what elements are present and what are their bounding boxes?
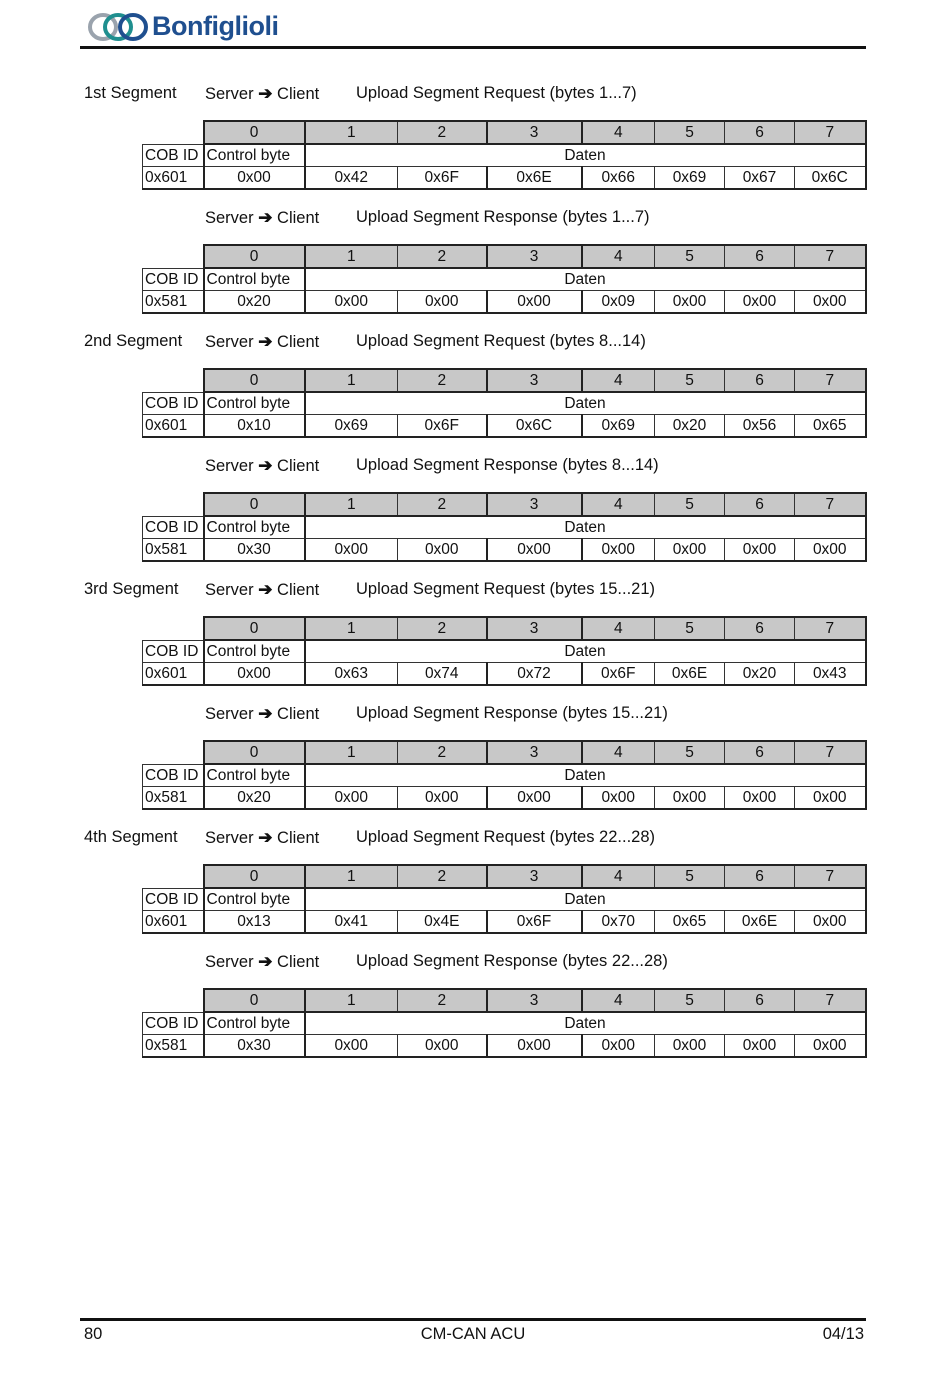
field-label-row [143,888,866,911]
byte-index-cell: 0 [204,989,305,1012]
message-description: Upload Segment Response (bytes 22...28) [356,952,668,970]
data-byte-value: 0x69 [655,167,725,190]
byte-index-cell: 1 [305,121,398,144]
byte-index-cell: 3 [487,493,582,516]
direction-from: Server [205,581,254,599]
data-byte-value: 0x00 [487,291,582,314]
byte-index-cell: 3 [487,245,582,268]
byte-index-cell: 1 [305,741,398,764]
byte-index-cell: 4 [582,493,655,516]
byte-index-cell: 2 [398,617,487,640]
byte-index-cell: 5 [655,245,725,268]
cob-id-value: 0x601 [143,167,204,190]
message-description: Upload Segment Request (bytes 15...21) [356,580,656,598]
byte-index-cell: 4 [582,989,655,1012]
data-byte-value: 0x00 [582,787,655,810]
direction-to: Client [277,85,320,103]
direction-to: Client [277,581,320,599]
can-frame-table [142,864,867,934]
cob-id-label: COB ID [143,1012,204,1035]
byte-index-cell: 5 [655,741,725,764]
byte-index-cell: 5 [655,121,725,144]
byte-index-cell: 1 [305,493,398,516]
data-byte-value: 0x6E [655,663,725,686]
direction-label [205,580,319,600]
cob-id-value: 0x581 [143,787,204,810]
data-byte-value: 0x66 [582,167,655,190]
segment-label: 3rd Segment [84,580,179,598]
control-byte-value: 0x30 [204,1035,305,1058]
data-byte-value: 0x72 [487,663,582,686]
byte-index-cell: 2 [398,865,487,888]
direction-from: Server [205,829,254,847]
data-byte-value: 0x6F [398,415,487,438]
byte-index-row [143,741,866,764]
data-label: Daten [305,144,866,167]
cob-id-label: COB ID [143,516,204,539]
empty-cell [143,741,204,764]
byte-index-cell: 6 [725,741,795,764]
byte-index-row [143,989,866,1012]
field-label-row [143,640,866,663]
frame-values-row [143,167,866,190]
data-label: Daten [305,392,866,415]
cob-id-label: COB ID [143,640,204,663]
byte-index-cell: 1 [305,989,398,1012]
byte-index-cell: 5 [655,989,725,1012]
data-byte-value: 0x56 [725,415,795,438]
data-byte-value: 0x74 [398,663,487,686]
data-byte-value: 0x6F [398,167,487,190]
byte-index-cell: 2 [398,369,487,392]
arrow-right-icon: ➔ [258,332,273,351]
byte-index-cell: 5 [655,617,725,640]
data-byte-value: 0x00 [305,787,398,810]
empty-cell [143,121,204,144]
control-byte-label: Control byte [204,392,305,415]
byte-index-cell: 2 [398,741,487,764]
data-byte-value: 0x63 [305,663,398,686]
direction-from: Server [205,209,254,227]
data-byte-value: 0x6F [582,663,655,686]
byte-index-cell: 3 [487,741,582,764]
data-label: Daten [305,764,866,787]
byte-index-cell: 1 [305,617,398,640]
field-label-row [143,1012,866,1035]
page-number: 80 [84,1325,103,1343]
control-byte-label: Control byte [204,516,305,539]
data-byte-value: 0x42 [305,167,398,190]
data-byte-value: 0x00 [725,1035,795,1058]
empty-cell [143,865,204,888]
frame-values-row [143,291,866,314]
direction-to: Client [277,457,320,475]
byte-index-cell: 4 [582,121,655,144]
control-byte-value: 0x30 [204,539,305,562]
cob-id-value: 0x581 [143,539,204,562]
control-byte-label: Control byte [204,1012,305,1035]
byte-index-cell: 3 [487,617,582,640]
byte-index-cell: 6 [725,245,795,268]
can-frame-table [142,368,867,438]
field-label-row [143,516,866,539]
byte-index-cell: 2 [398,245,487,268]
byte-index-cell: 2 [398,989,487,1012]
data-byte-value: 0x00 [305,1035,398,1058]
message-description: Upload Segment Response (bytes 15...21) [356,704,668,722]
direction-from: Server [205,333,254,351]
arrow-right-icon: ➔ [258,828,273,847]
byte-index-cell: 1 [305,865,398,888]
message-description: Upload Segment Response (bytes 1...7) [356,208,650,226]
cob-id-label: COB ID [143,268,204,291]
byte-index-cell: 0 [204,741,305,764]
control-byte-label: Control byte [204,144,305,167]
byte-index-cell: 6 [725,493,795,516]
empty-cell [143,245,204,268]
data-byte-value: 0x00 [398,787,487,810]
data-byte-value: 0x00 [398,291,487,314]
byte-index-cell: 3 [487,369,582,392]
byte-index-cell: 6 [725,989,795,1012]
frame-values-row [143,1035,866,1058]
empty-cell [143,617,204,640]
data-byte-value: 0x00 [725,539,795,562]
can-frame-table [142,988,867,1058]
message-description: Upload Segment Response (bytes 8...14) [356,456,659,474]
data-byte-value: 0x6E [725,911,795,934]
data-byte-value: 0x70 [582,911,655,934]
byte-index-cell: 5 [655,369,725,392]
direction-to: Client [277,705,320,723]
data-byte-value: 0x00 [398,539,487,562]
byte-index-cell: 3 [487,865,582,888]
arrow-right-icon: ➔ [258,84,273,103]
byte-index-cell: 7 [795,865,866,888]
control-byte-label: Control byte [204,268,305,291]
byte-index-cell: 6 [725,369,795,392]
direction-from: Server [205,953,254,971]
byte-index-row [143,865,866,888]
byte-index-cell: 6 [725,617,795,640]
data-byte-value: 0x6C [487,415,582,438]
arrow-right-icon: ➔ [258,208,273,227]
data-byte-value: 0x00 [725,291,795,314]
byte-index-cell: 4 [582,245,655,268]
byte-index-cell: 0 [204,617,305,640]
can-frame-table [142,616,867,686]
data-byte-value: 0x00 [398,1035,487,1058]
data-byte-value: 0x6E [487,167,582,190]
field-label-row [143,144,866,167]
document-title: CM-CAN ACU [420,1325,526,1343]
byte-index-cell: 6 [725,121,795,144]
byte-index-row [143,369,866,392]
control-byte-value: 0x13 [204,911,305,934]
cob-id-value: 0x601 [143,911,204,934]
control-byte-value: 0x00 [204,167,305,190]
byte-index-cell: 5 [655,493,725,516]
frame-values-row [143,663,866,686]
data-label: Daten [305,640,866,663]
byte-index-cell: 1 [305,245,398,268]
byte-index-cell: 0 [204,245,305,268]
byte-index-cell: 6 [725,865,795,888]
data-byte-value: 0x65 [795,415,866,438]
data-byte-value: 0x09 [582,291,655,314]
field-label-row [143,764,866,787]
field-label-row [143,268,866,291]
data-byte-value: 0x00 [582,539,655,562]
data-byte-value: 0x00 [795,787,866,810]
cob-id-value: 0x601 [143,415,204,438]
segment-label: 4th Segment [84,828,178,846]
byte-index-cell: 7 [795,617,866,640]
control-byte-value: 0x10 [204,415,305,438]
data-byte-value: 0x00 [487,787,582,810]
cob-id-label: COB ID [143,764,204,787]
data-byte-value: 0x4E [398,911,487,934]
byte-index-row [143,617,866,640]
byte-index-cell: 0 [204,369,305,392]
byte-index-cell: 7 [795,121,866,144]
data-byte-value: 0x43 [795,663,866,686]
byte-index-cell: 7 [795,741,866,764]
message-description: Upload Segment Request (bytes 8...14) [356,332,646,350]
arrow-right-icon: ➔ [258,952,273,971]
byte-index-cell: 0 [204,493,305,516]
data-byte-value: 0x00 [487,539,582,562]
message-description: Upload Segment Request (bytes 1...7) [356,84,637,102]
data-label: Daten [305,888,866,911]
byte-index-row [143,121,866,144]
direction-from: Server [205,85,254,103]
empty-cell [143,369,204,392]
byte-index-cell: 4 [582,865,655,888]
direction-label [205,952,319,972]
control-byte-value: 0x20 [204,787,305,810]
data-byte-value: 0x00 [655,1035,725,1058]
field-label-row [143,392,866,415]
data-byte-value: 0x20 [655,415,725,438]
data-byte-value: 0x69 [582,415,655,438]
control-byte-value: 0x00 [204,663,305,686]
arrow-right-icon: ➔ [258,580,273,599]
page-header [80,6,866,49]
direction-to: Client [277,333,320,351]
direction-label [205,704,319,724]
byte-index-cell: 1 [305,369,398,392]
data-byte-value: 0x00 [655,291,725,314]
direction-label [205,208,319,228]
data-byte-value: 0x69 [305,415,398,438]
data-byte-value: 0x41 [305,911,398,934]
data-byte-value: 0x00 [655,787,725,810]
direction-to: Client [277,209,320,227]
data-byte-value: 0x6C [795,167,866,190]
data-byte-value: 0x00 [487,1035,582,1058]
data-byte-value: 0x00 [795,1035,866,1058]
cob-id-value: 0x581 [143,291,204,314]
data-byte-value: 0x00 [795,911,866,934]
cob-id-label: COB ID [143,144,204,167]
cob-id-value: 0x581 [143,1035,204,1058]
byte-index-cell: 4 [582,617,655,640]
byte-index-cell: 7 [795,245,866,268]
byte-index-cell: 5 [655,865,725,888]
direction-label [205,84,319,104]
empty-cell [143,989,204,1012]
byte-index-cell: 4 [582,741,655,764]
cob-id-label: COB ID [143,888,204,911]
direction-label [205,456,319,476]
data-label: Daten [305,268,866,291]
cob-id-value: 0x601 [143,663,204,686]
byte-index-cell: 4 [582,369,655,392]
message-description: Upload Segment Request (bytes 22...28) [356,828,656,846]
direction-label [205,828,319,848]
logo-text: Bonfiglioli [152,11,279,41]
control-byte-label: Control byte [204,888,305,911]
direction-to: Client [277,953,320,971]
frame-values-row [143,539,866,562]
document-date: 04/13 [822,1325,864,1343]
segment-label: 1st Segment [84,84,177,102]
data-byte-value: 0x00 [305,291,398,314]
can-frame-table [142,120,867,190]
frame-values-row [143,787,866,810]
direction-to: Client [277,829,320,847]
can-frame-table [142,492,867,562]
byte-index-row [143,245,866,268]
frame-values-row [143,911,866,934]
empty-cell [143,493,204,516]
segment-label: 2nd Segment [84,332,183,350]
byte-index-cell: 7 [795,369,866,392]
data-byte-value: 0x20 [725,663,795,686]
data-byte-value: 0x00 [795,539,866,562]
can-frame-table [142,740,867,810]
data-byte-value: 0x67 [725,167,795,190]
direction-label [205,332,319,352]
logo-rings-icon [88,12,148,42]
byte-index-cell: 0 [204,121,305,144]
control-byte-value: 0x20 [204,291,305,314]
frame-values-row [143,415,866,438]
data-byte-value: 0x00 [582,1035,655,1058]
arrow-right-icon: ➔ [258,456,273,475]
can-frame-table [142,244,867,314]
byte-index-cell: 0 [204,865,305,888]
control-byte-label: Control byte [204,640,305,663]
byte-index-cell: 3 [487,989,582,1012]
data-byte-value: 0x00 [305,539,398,562]
data-label: Daten [305,1012,866,1035]
direction-from: Server [205,457,254,475]
data-label: Daten [305,516,866,539]
data-byte-value: 0x00 [795,291,866,314]
arrow-right-icon: ➔ [258,704,273,723]
page-footer [80,1318,866,1351]
data-byte-value: 0x00 [725,787,795,810]
cob-id-label: COB ID [143,392,204,415]
data-byte-value: 0x6F [487,911,582,934]
byte-index-cell: 7 [795,989,866,1012]
byte-index-cell: 2 [398,493,487,516]
byte-index-cell: 3 [487,121,582,144]
direction-from: Server [205,705,254,723]
byte-index-row [143,493,866,516]
data-byte-value: 0x65 [655,911,725,934]
data-byte-value: 0x00 [655,539,725,562]
byte-index-cell: 7 [795,493,866,516]
byte-index-cell: 2 [398,121,487,144]
control-byte-label: Control byte [204,764,305,787]
